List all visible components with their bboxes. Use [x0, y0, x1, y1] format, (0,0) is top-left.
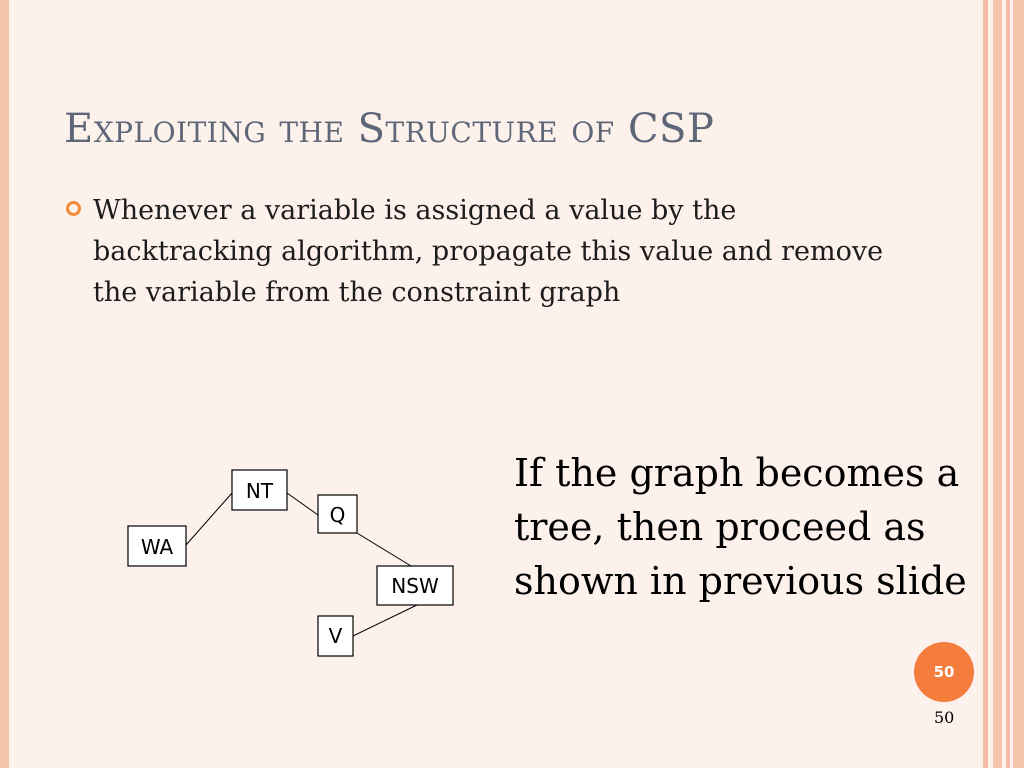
- page-number: 50: [934, 708, 955, 727]
- node-label-nsw: NSW: [391, 574, 439, 598]
- node-label-q: Q: [329, 503, 346, 527]
- edge-nt-q: [287, 493, 318, 515]
- edge-wa-nt: [186, 493, 232, 545]
- edge-nsw-v: [353, 605, 417, 636]
- node-label-v: V: [328, 624, 343, 648]
- side-note: If the graph becomes a tree, then proceed as shown in previous slide: [514, 451, 967, 603]
- bullet-text: Whenever a variable is assigned a value by the backtracking algorithm, propagate this value and remove the variable from the constraint graph: [93, 195, 884, 308]
- node-label-wa: WA: [140, 535, 174, 559]
- slide-title: Exploiting the Structure of CSP: [64, 106, 715, 152]
- edge-q-nsw: [357, 533, 411, 566]
- slide-number-badge: 50: [914, 642, 974, 702]
- node-label-nt: NT: [245, 479, 274, 503]
